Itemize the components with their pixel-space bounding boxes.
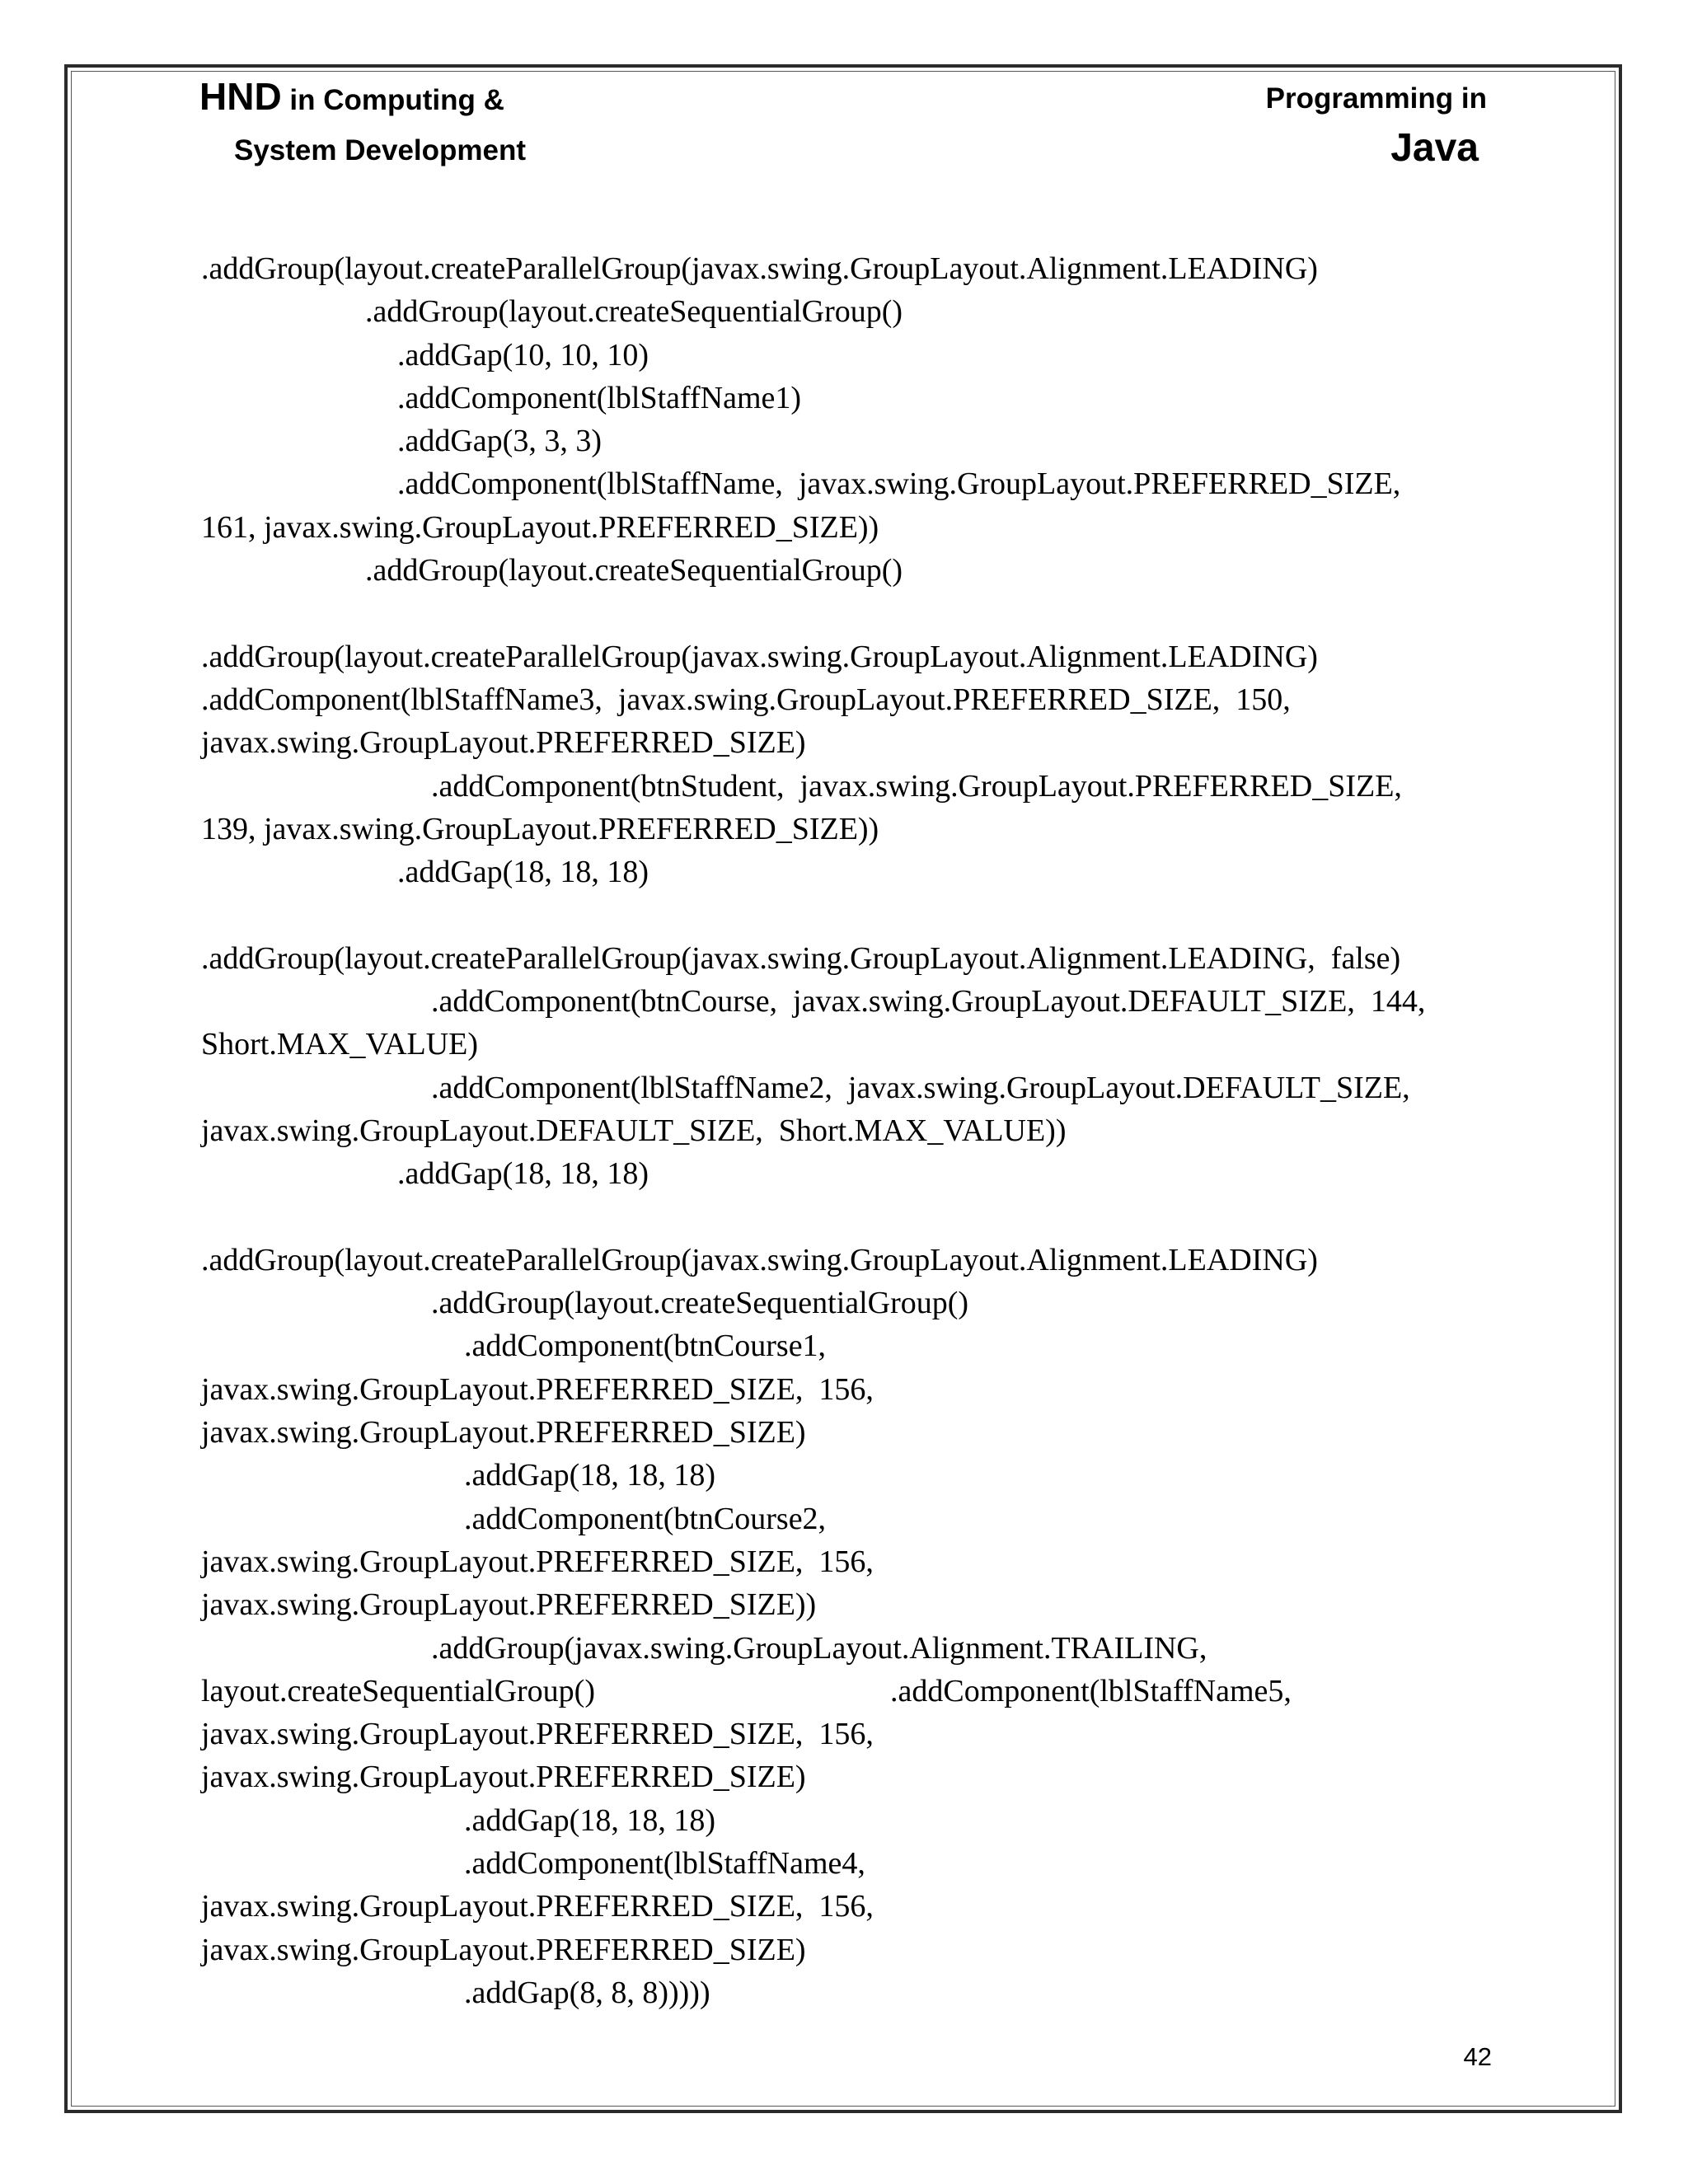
code-line-10: .addGroup(layout.createParallelGroup(javax.swing.GroupLayout.Alignment.LEADING) (201, 639, 1318, 674)
code-line-8: .addGroup(layout.createSequentialGroup() (365, 553, 903, 588)
header-subject-line1: Programming in (1265, 82, 1487, 115)
code-line-38: .addComponent(lblStaffName4, (464, 1845, 865, 1881)
code-line-37: .addGap(18, 18, 18) (464, 1802, 715, 1838)
code-line-18: .addComponent(btnCourse, javax.swing.GroupLayout.DEFAULT_SIZE, 144, (431, 984, 1426, 1019)
header-course-line2: System Development (234, 134, 527, 166)
code-line-40: javax.swing.GroupLayout.PREFERRED_SIZE) (201, 1932, 806, 1967)
code-blank-line (201, 893, 1487, 936)
code-line-32: javax.swing.GroupLayout.PREFERRED_SIZE)) (201, 1587, 817, 1623)
code-line-24: .addGroup(layout.createParallelGroup(javax.swing.GroupLayout.Alignment.LEADING) (201, 1242, 1318, 1277)
code-blank-line (201, 1196, 1487, 1239)
code-line-13: .addComponent(btnStudent, javax.swing.GroupLayout.PREFERRED_SIZE, (431, 768, 1402, 804)
code-line-36: javax.swing.GroupLayout.PREFERRED_SIZE) (201, 1760, 806, 1795)
code-line-7: 161, javax.swing.GroupLayout.PREFERRED_SIZE)) (201, 509, 879, 545)
header-hnd: HND (199, 75, 282, 118)
code-line-2: .addGroup(layout.createSequentialGroup() (365, 294, 903, 330)
code-line-12: javax.swing.GroupLayout.PREFERRED_SIZE) (201, 725, 806, 761)
code-line-28: javax.swing.GroupLayout.PREFERRED_SIZE) (201, 1415, 806, 1451)
code-line-15: .addGap(18, 18, 18) (397, 855, 649, 890)
code-line-14: 139, javax.swing.GroupLayout.PREFERRED_SIZE)) (201, 811, 879, 846)
code-line-27: javax.swing.GroupLayout.PREFERRED_SIZE, 156, (201, 1371, 874, 1407)
code-line-34-fragment: .addComponent(lblStaffName5, (890, 1673, 1292, 1708)
code-blank-line (201, 592, 1487, 635)
header-in-computing: in Computing & (281, 84, 504, 116)
code-line-30: .addComponent(btnCourse2, (464, 1501, 827, 1536)
code-line-29: .addGap(18, 18, 18) (464, 1458, 715, 1493)
code-line-6: .addComponent(lblStaffName, javax.swing.GroupLayout.PREFERRED_SIZE, (397, 466, 1401, 502)
code-line-20: .addComponent(lblStaffName2, javax.swing.GroupLayout.DEFAULT_SIZE, (431, 1070, 1410, 1105)
code-line-34-text: layout.createSequentialGroup() (201, 1673, 595, 1708)
code-line-22: .addGap(18, 18, 18) (397, 1156, 649, 1192)
code-line-21: javax.swing.GroupLayout.DEFAULT_SIZE, Short.MAX_VALUE)) (201, 1113, 1067, 1148)
code-line-4: .addComponent(lblStaffName1) (397, 380, 802, 415)
code-line-11: .addComponent(lblStaffName3, javax.swing.GroupLayout.PREFERRED_SIZE, 150, (201, 682, 1291, 717)
header-subject-line2: Java (1390, 126, 1479, 170)
code-line-26: .addComponent(btnCourse1, (464, 1329, 827, 1364)
code-line-19: Short.MAX_VALUE) (201, 1027, 479, 1062)
page-number: 42 (1463, 2042, 1492, 2071)
code-line-5: .addGap(3, 3, 3) (397, 424, 602, 459)
code-line-3: .addGap(10, 10, 10) (397, 337, 649, 373)
code-line-41: .addGap(8, 8, 8))))) (464, 1975, 710, 2010)
code-line-34 (201, 1670, 1487, 1713)
code-line-39: javax.swing.GroupLayout.PREFERRED_SIZE, 156, (201, 1889, 874, 1924)
code-line-25: .addGroup(layout.createSequentialGroup() (431, 1286, 969, 1321)
code-line-1: .addGroup(layout.createParallelGroup(javax.swing.GroupLayout.Alignment.LEADING) (201, 251, 1318, 286)
code-listing (201, 247, 1487, 2014)
code-line-17: .addGroup(layout.createParallelGroup(javax.swing.GroupLayout.Alignment.LEADING, false) (201, 940, 1401, 976)
header-course-line1 (199, 74, 504, 119)
code-line-31: javax.swing.GroupLayout.PREFERRED_SIZE, 156, (201, 1544, 874, 1579)
code-line-33: .addGroup(javax.swing.GroupLayout.Alignment.TRAILING, (431, 1630, 1207, 1666)
code-line-35: javax.swing.GroupLayout.PREFERRED_SIZE, 156, (201, 1717, 874, 1752)
